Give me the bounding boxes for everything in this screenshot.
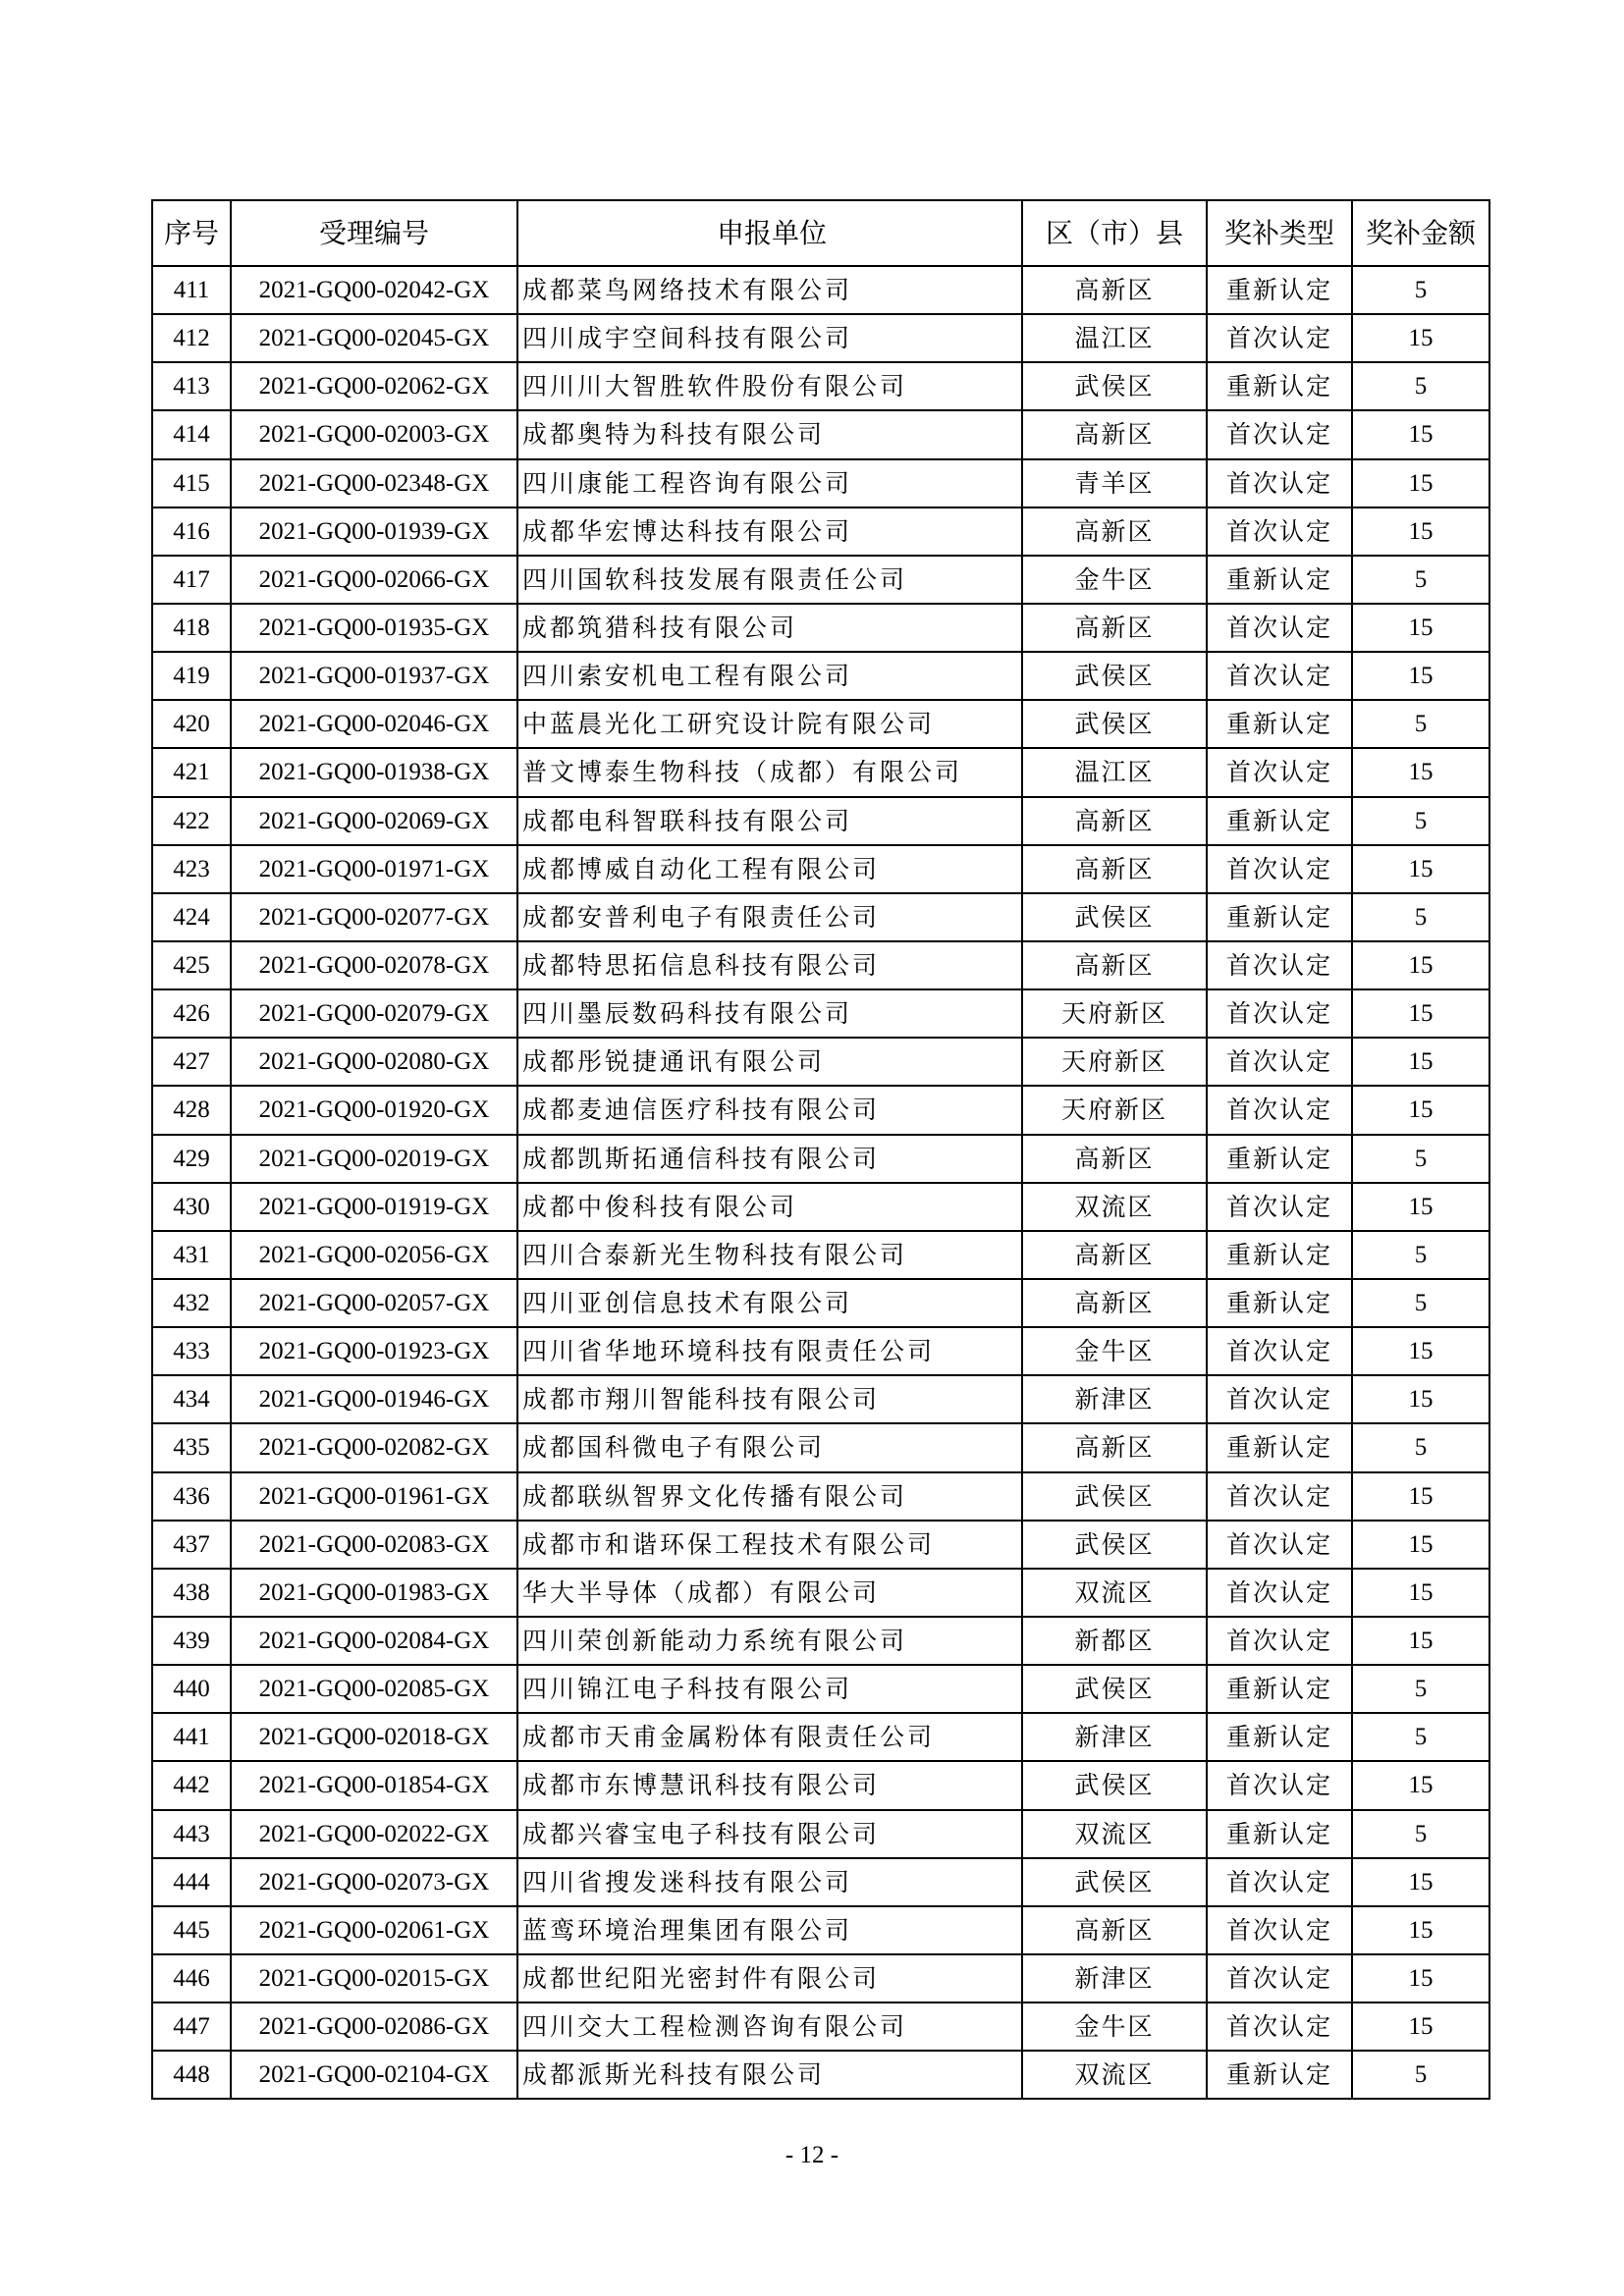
cell-serial: 422 bbox=[152, 797, 231, 845]
cell-district: 武侯区 bbox=[1022, 1761, 1207, 1809]
cell-serial: 443 bbox=[152, 1810, 231, 1858]
cell-unit: 四川墨辰数码科技有限公司 bbox=[517, 989, 1022, 1038]
cell-code: 2021-GQ00-02057-GX bbox=[231, 1279, 517, 1327]
cell-district: 高新区 bbox=[1022, 1135, 1207, 1183]
cell-type: 首次认定 bbox=[1207, 1086, 1352, 1134]
cell-serial: 415 bbox=[152, 459, 231, 507]
cell-unit: 成都市东博慧讯科技有限公司 bbox=[517, 1761, 1022, 1809]
cell-code: 2021-GQ00-01854-GX bbox=[231, 1761, 517, 1809]
cell-district: 新都区 bbox=[1022, 1617, 1207, 1665]
cell-unit: 成都凯斯拓通信科技有限公司 bbox=[517, 1135, 1022, 1183]
cell-unit: 四川合泰新光生物科技有限公司 bbox=[517, 1231, 1022, 1279]
cell-amount: 15 bbox=[1352, 989, 1489, 1038]
cell-type: 首次认定 bbox=[1207, 845, 1352, 893]
cell-serial: 447 bbox=[152, 2002, 231, 2051]
table-row bbox=[152, 1135, 1489, 1183]
award-table bbox=[151, 199, 1490, 2100]
cell-type: 首次认定 bbox=[1207, 1472, 1352, 1521]
cell-serial: 435 bbox=[152, 1423, 231, 1471]
table-row bbox=[152, 748, 1489, 796]
cell-amount: 15 bbox=[1352, 314, 1489, 362]
cell-amount: 15 bbox=[1352, 459, 1489, 507]
table-row bbox=[152, 314, 1489, 362]
cell-amount: 15 bbox=[1352, 748, 1489, 796]
cell-district: 新津区 bbox=[1022, 1713, 1207, 1761]
cell-code: 2021-GQ00-01920-GX bbox=[231, 1086, 517, 1134]
cell-unit: 四川亚创信息技术有限公司 bbox=[517, 1279, 1022, 1327]
table-row bbox=[152, 2051, 1489, 2099]
cell-amount: 5 bbox=[1352, 893, 1489, 941]
cell-amount: 15 bbox=[1352, 1954, 1489, 2002]
cell-amount: 15 bbox=[1352, 941, 1489, 989]
cell-serial: 419 bbox=[152, 652, 231, 700]
cell-type: 首次认定 bbox=[1207, 1183, 1352, 1231]
cell-type: 首次认定 bbox=[1207, 1521, 1352, 1569]
cell-district: 新津区 bbox=[1022, 1954, 1207, 2002]
cell-amount: 5 bbox=[1352, 700, 1489, 748]
cell-district: 双流区 bbox=[1022, 1183, 1207, 1231]
cell-unit: 四川国软科技发展有限责任公司 bbox=[517, 556, 1022, 604]
cell-amount: 15 bbox=[1352, 1183, 1489, 1231]
cell-type: 重新认定 bbox=[1207, 797, 1352, 845]
cell-amount: 5 bbox=[1352, 1423, 1489, 1471]
cell-type: 首次认定 bbox=[1207, 459, 1352, 507]
cell-serial: 436 bbox=[152, 1472, 231, 1521]
table-row bbox=[152, 507, 1489, 556]
cell-type: 重新认定 bbox=[1207, 1231, 1352, 1279]
cell-code: 2021-GQ00-02085-GX bbox=[231, 1665, 517, 1713]
table-row bbox=[152, 1423, 1489, 1471]
table-row bbox=[152, 1038, 1489, 1086]
cell-code: 2021-GQ00-02061-GX bbox=[231, 1906, 517, 1954]
cell-type: 首次认定 bbox=[1207, 989, 1352, 1038]
cell-amount: 15 bbox=[1352, 1086, 1489, 1134]
table-header-row bbox=[152, 200, 1489, 266]
cell-district: 武侯区 bbox=[1022, 893, 1207, 941]
table-row bbox=[152, 893, 1489, 941]
cell-district: 高新区 bbox=[1022, 845, 1207, 893]
cell-district: 天府新区 bbox=[1022, 1086, 1207, 1134]
cell-amount: 15 bbox=[1352, 2002, 1489, 2051]
cell-type: 首次认定 bbox=[1207, 1375, 1352, 1423]
cell-district: 金牛区 bbox=[1022, 556, 1207, 604]
cell-type: 首次认定 bbox=[1207, 748, 1352, 796]
cell-serial: 433 bbox=[152, 1327, 231, 1375]
cell-code: 2021-GQ00-02022-GX bbox=[231, 1810, 517, 1858]
cell-code: 2021-GQ00-02079-GX bbox=[231, 989, 517, 1038]
cell-district: 温江区 bbox=[1022, 314, 1207, 362]
table-row bbox=[152, 1327, 1489, 1375]
cell-serial: 441 bbox=[152, 1713, 231, 1761]
cell-type: 首次认定 bbox=[1207, 1617, 1352, 1665]
cell-district: 武侯区 bbox=[1022, 1472, 1207, 1521]
cell-district: 高新区 bbox=[1022, 410, 1207, 458]
cell-amount: 15 bbox=[1352, 1858, 1489, 1906]
cell-unit: 成都麦迪信医疗科技有限公司 bbox=[517, 1086, 1022, 1134]
cell-type: 重新认定 bbox=[1207, 1135, 1352, 1183]
cell-code: 2021-GQ00-01937-GX bbox=[231, 652, 517, 700]
cell-district: 双流区 bbox=[1022, 1569, 1207, 1617]
table-row bbox=[152, 1569, 1489, 1617]
cell-district: 高新区 bbox=[1022, 797, 1207, 845]
cell-code: 2021-GQ00-01961-GX bbox=[231, 1472, 517, 1521]
cell-serial: 442 bbox=[152, 1761, 231, 1809]
cell-unit: 四川交大工程检测咨询有限公司 bbox=[517, 2002, 1022, 2051]
cell-amount: 15 bbox=[1352, 652, 1489, 700]
cell-district: 高新区 bbox=[1022, 507, 1207, 556]
cell-district: 武侯区 bbox=[1022, 652, 1207, 700]
cell-unit: 成都市和谐环保工程技术有限公司 bbox=[517, 1521, 1022, 1569]
cell-amount: 5 bbox=[1352, 1135, 1489, 1183]
cell-amount: 5 bbox=[1352, 266, 1489, 314]
cell-type: 重新认定 bbox=[1207, 556, 1352, 604]
page-number: - 12 - bbox=[785, 2142, 839, 2168]
cell-serial: 414 bbox=[152, 410, 231, 458]
cell-unit: 四川荣创新能动力系统有限公司 bbox=[517, 1617, 1022, 1665]
cell-unit: 普文博泰生物科技（成都）有限公司 bbox=[517, 748, 1022, 796]
cell-serial: 413 bbox=[152, 362, 231, 410]
table-row bbox=[152, 845, 1489, 893]
cell-code: 2021-GQ00-01946-GX bbox=[231, 1375, 517, 1423]
cell-unit: 成都奥特为科技有限公司 bbox=[517, 410, 1022, 458]
cell-serial: 430 bbox=[152, 1183, 231, 1231]
cell-amount: 15 bbox=[1352, 845, 1489, 893]
cell-code: 2021-GQ00-02077-GX bbox=[231, 893, 517, 941]
cell-code: 2021-GQ00-01938-GX bbox=[231, 748, 517, 796]
cell-district: 高新区 bbox=[1022, 604, 1207, 652]
table-row bbox=[152, 1906, 1489, 1954]
cell-unit: 四川康能工程咨询有限公司 bbox=[517, 459, 1022, 507]
cell-unit: 蓝鸾环境治理集团有限公司 bbox=[517, 1906, 1022, 1954]
cell-code: 2021-GQ00-02066-GX bbox=[231, 556, 517, 604]
table-row bbox=[152, 700, 1489, 748]
cell-amount: 5 bbox=[1352, 1231, 1489, 1279]
cell-unit: 中蓝晨光化工研究设计院有限公司 bbox=[517, 700, 1022, 748]
cell-district: 武侯区 bbox=[1022, 1858, 1207, 1906]
cell-type: 重新认定 bbox=[1207, 1279, 1352, 1327]
header-code: 受理编号 bbox=[231, 200, 517, 266]
table-row bbox=[152, 652, 1489, 700]
cell-code: 2021-GQ00-02069-GX bbox=[231, 797, 517, 845]
cell-serial: 418 bbox=[152, 604, 231, 652]
cell-amount: 5 bbox=[1352, 362, 1489, 410]
cell-code: 2021-GQ00-02348-GX bbox=[231, 459, 517, 507]
cell-unit: 成都市天甫金属粉体有限责任公司 bbox=[517, 1713, 1022, 1761]
cell-unit: 四川省搜发迷科技有限公司 bbox=[517, 1858, 1022, 1906]
cell-amount: 15 bbox=[1352, 1327, 1489, 1375]
table-row bbox=[152, 2002, 1489, 2051]
cell-code: 2021-GQ00-01971-GX bbox=[231, 845, 517, 893]
cell-district: 武侯区 bbox=[1022, 1521, 1207, 1569]
cell-amount: 5 bbox=[1352, 1665, 1489, 1713]
cell-type: 重新认定 bbox=[1207, 893, 1352, 941]
cell-district: 天府新区 bbox=[1022, 989, 1207, 1038]
cell-unit: 成都菜鸟网络技术有限公司 bbox=[517, 266, 1022, 314]
table-row bbox=[152, 362, 1489, 410]
cell-serial: 439 bbox=[152, 1617, 231, 1665]
table-row bbox=[152, 1810, 1489, 1858]
cell-code: 2021-GQ00-02062-GX bbox=[231, 362, 517, 410]
cell-serial: 437 bbox=[152, 1521, 231, 1569]
table-row bbox=[152, 1665, 1489, 1713]
cell-code: 2021-GQ00-02019-GX bbox=[231, 1135, 517, 1183]
cell-code: 2021-GQ00-02046-GX bbox=[231, 700, 517, 748]
cell-amount: 15 bbox=[1352, 507, 1489, 556]
cell-amount: 5 bbox=[1352, 797, 1489, 845]
header-district: 区（市）县 bbox=[1022, 200, 1207, 266]
cell-amount: 15 bbox=[1352, 1761, 1489, 1809]
table-row bbox=[152, 1617, 1489, 1665]
cell-district: 武侯区 bbox=[1022, 1665, 1207, 1713]
cell-unit: 成都华宏博达科技有限公司 bbox=[517, 507, 1022, 556]
cell-amount: 5 bbox=[1352, 1713, 1489, 1761]
cell-type: 首次认定 bbox=[1207, 1038, 1352, 1086]
table-row bbox=[152, 459, 1489, 507]
cell-serial: 411 bbox=[152, 266, 231, 314]
cell-unit: 四川省华地环境科技有限责任公司 bbox=[517, 1327, 1022, 1375]
table-body bbox=[152, 266, 1489, 2099]
cell-serial: 428 bbox=[152, 1086, 231, 1134]
cell-code: 2021-GQ00-01935-GX bbox=[231, 604, 517, 652]
table-row bbox=[152, 604, 1489, 652]
cell-unit: 成都兴睿宝电子科技有限公司 bbox=[517, 1810, 1022, 1858]
cell-type: 重新认定 bbox=[1207, 700, 1352, 748]
cell-serial: 423 bbox=[152, 845, 231, 893]
cell-unit: 成都博威自动化工程有限公司 bbox=[517, 845, 1022, 893]
cell-serial: 420 bbox=[152, 700, 231, 748]
cell-unit: 四川成宇空间科技有限公司 bbox=[517, 314, 1022, 362]
cell-code: 2021-GQ00-01983-GX bbox=[231, 1569, 517, 1617]
cell-type: 重新认定 bbox=[1207, 362, 1352, 410]
cell-amount: 15 bbox=[1352, 1472, 1489, 1521]
table-row bbox=[152, 989, 1489, 1038]
cell-type: 首次认定 bbox=[1207, 1569, 1352, 1617]
cell-type: 首次认定 bbox=[1207, 1954, 1352, 2002]
cell-type: 首次认定 bbox=[1207, 1858, 1352, 1906]
cell-code: 2021-GQ00-01919-GX bbox=[231, 1183, 517, 1231]
cell-unit: 成都彤锐捷通讯有限公司 bbox=[517, 1038, 1022, 1086]
cell-district: 高新区 bbox=[1022, 266, 1207, 314]
header-unit: 申报单位 bbox=[517, 200, 1022, 266]
cell-district: 天府新区 bbox=[1022, 1038, 1207, 1086]
cell-serial: 425 bbox=[152, 941, 231, 989]
cell-type: 重新认定 bbox=[1207, 1810, 1352, 1858]
cell-type: 首次认定 bbox=[1207, 652, 1352, 700]
table-row bbox=[152, 1086, 1489, 1134]
header-serial: 序号 bbox=[152, 200, 231, 266]
cell-serial: 434 bbox=[152, 1375, 231, 1423]
cell-serial: 444 bbox=[152, 1858, 231, 1906]
cell-district: 青羊区 bbox=[1022, 459, 1207, 507]
table-row bbox=[152, 266, 1489, 314]
cell-district: 双流区 bbox=[1022, 2051, 1207, 2099]
cell-district: 武侯区 bbox=[1022, 362, 1207, 410]
table-row bbox=[152, 1713, 1489, 1761]
cell-code: 2021-GQ00-02056-GX bbox=[231, 1231, 517, 1279]
cell-serial: 424 bbox=[152, 893, 231, 941]
cell-serial: 431 bbox=[152, 1231, 231, 1279]
cell-district: 金牛区 bbox=[1022, 1327, 1207, 1375]
cell-serial: 446 bbox=[152, 1954, 231, 2002]
cell-type: 重新认定 bbox=[1207, 266, 1352, 314]
cell-unit: 成都世纪阳光密封件有限公司 bbox=[517, 1954, 1022, 2002]
table-row bbox=[152, 1858, 1489, 1906]
cell-unit: 成都筑猎科技有限公司 bbox=[517, 604, 1022, 652]
cell-code: 2021-GQ00-02003-GX bbox=[231, 410, 517, 458]
cell-code: 2021-GQ00-02015-GX bbox=[231, 1954, 517, 2002]
cell-code: 2021-GQ00-02045-GX bbox=[231, 314, 517, 362]
cell-amount: 15 bbox=[1352, 604, 1489, 652]
cell-code: 2021-GQ00-02084-GX bbox=[231, 1617, 517, 1665]
cell-type: 重新认定 bbox=[1207, 2051, 1352, 2099]
cell-type: 重新认定 bbox=[1207, 1713, 1352, 1761]
cell-amount: 15 bbox=[1352, 1617, 1489, 1665]
table-row bbox=[152, 1375, 1489, 1423]
cell-district: 高新区 bbox=[1022, 1423, 1207, 1471]
cell-district: 高新区 bbox=[1022, 941, 1207, 989]
header-type: 奖补类型 bbox=[1207, 200, 1352, 266]
table-row bbox=[152, 556, 1489, 604]
cell-code: 2021-GQ00-02083-GX bbox=[231, 1521, 517, 1569]
cell-code: 2021-GQ00-02086-GX bbox=[231, 2002, 517, 2051]
cell-code: 2021-GQ00-02018-GX bbox=[231, 1713, 517, 1761]
cell-type: 首次认定 bbox=[1207, 1327, 1352, 1375]
cell-unit: 四川川大智胜软件股份有限公司 bbox=[517, 362, 1022, 410]
cell-amount: 15 bbox=[1352, 1038, 1489, 1086]
cell-code: 2021-GQ00-02082-GX bbox=[231, 1423, 517, 1471]
cell-type: 首次认定 bbox=[1207, 1761, 1352, 1809]
cell-serial: 445 bbox=[152, 1906, 231, 1954]
cell-amount: 5 bbox=[1352, 556, 1489, 604]
cell-district: 金牛区 bbox=[1022, 2002, 1207, 2051]
cell-type: 首次认定 bbox=[1207, 410, 1352, 458]
cell-code: 2021-GQ00-02104-GX bbox=[231, 2051, 517, 2099]
cell-unit: 成都安普利电子有限责任公司 bbox=[517, 893, 1022, 941]
cell-unit: 成都电科智联科技有限公司 bbox=[517, 797, 1022, 845]
cell-code: 2021-GQ00-02042-GX bbox=[231, 266, 517, 314]
cell-code: 2021-GQ00-02078-GX bbox=[231, 941, 517, 989]
cell-amount: 5 bbox=[1352, 1279, 1489, 1327]
cell-unit: 成都国科微电子有限公司 bbox=[517, 1423, 1022, 1471]
cell-district: 温江区 bbox=[1022, 748, 1207, 796]
cell-unit: 成都联纵智界文化传播有限公司 bbox=[517, 1472, 1022, 1521]
cell-unit: 成都市翔川智能科技有限公司 bbox=[517, 1375, 1022, 1423]
table-row bbox=[152, 1183, 1489, 1231]
cell-unit: 四川索安机电工程有限公司 bbox=[517, 652, 1022, 700]
cell-type: 首次认定 bbox=[1207, 2002, 1352, 2051]
cell-amount: 15 bbox=[1352, 1521, 1489, 1569]
cell-type: 重新认定 bbox=[1207, 1423, 1352, 1471]
cell-unit: 四川锦江电子科技有限公司 bbox=[517, 1665, 1022, 1713]
cell-type: 首次认定 bbox=[1207, 314, 1352, 362]
cell-amount: 15 bbox=[1352, 410, 1489, 458]
cell-code: 2021-GQ00-02080-GX bbox=[231, 1038, 517, 1086]
table-row bbox=[152, 1231, 1489, 1279]
table-row bbox=[152, 941, 1489, 989]
cell-district: 双流区 bbox=[1022, 1810, 1207, 1858]
cell-type: 重新认定 bbox=[1207, 1665, 1352, 1713]
cell-district: 高新区 bbox=[1022, 1906, 1207, 1954]
cell-serial: 412 bbox=[152, 314, 231, 362]
cell-type: 首次认定 bbox=[1207, 1906, 1352, 1954]
table-row bbox=[152, 410, 1489, 458]
cell-serial: 416 bbox=[152, 507, 231, 556]
cell-serial: 429 bbox=[152, 1135, 231, 1183]
table-row bbox=[152, 1472, 1489, 1521]
cell-unit: 成都中俊科技有限公司 bbox=[517, 1183, 1022, 1231]
table-row bbox=[152, 1954, 1489, 2002]
cell-type: 首次认定 bbox=[1207, 604, 1352, 652]
cell-amount: 15 bbox=[1352, 1906, 1489, 1954]
cell-unit: 成都特思拓信息科技有限公司 bbox=[517, 941, 1022, 989]
table-row bbox=[152, 1761, 1489, 1809]
cell-serial: 440 bbox=[152, 1665, 231, 1713]
cell-serial: 421 bbox=[152, 748, 231, 796]
cell-district: 新津区 bbox=[1022, 1375, 1207, 1423]
cell-type: 首次认定 bbox=[1207, 941, 1352, 989]
cell-district: 高新区 bbox=[1022, 1279, 1207, 1327]
cell-serial: 427 bbox=[152, 1038, 231, 1086]
cell-serial: 426 bbox=[152, 989, 231, 1038]
cell-code: 2021-GQ00-01923-GX bbox=[231, 1327, 517, 1375]
cell-serial: 438 bbox=[152, 1569, 231, 1617]
cell-type: 首次认定 bbox=[1207, 507, 1352, 556]
cell-amount: 15 bbox=[1352, 1375, 1489, 1423]
header-amount: 奖补金额 bbox=[1352, 200, 1489, 266]
cell-code: 2021-GQ00-02073-GX bbox=[231, 1858, 517, 1906]
cell-serial: 432 bbox=[152, 1279, 231, 1327]
table-row bbox=[152, 1279, 1489, 1327]
table-row bbox=[152, 797, 1489, 845]
cell-district: 武侯区 bbox=[1022, 700, 1207, 748]
cell-amount: 15 bbox=[1352, 1569, 1489, 1617]
cell-unit: 华大半导体（成都）有限公司 bbox=[517, 1569, 1022, 1617]
cell-code: 2021-GQ00-01939-GX bbox=[231, 507, 517, 556]
cell-amount: 5 bbox=[1352, 2051, 1489, 2099]
cell-serial: 417 bbox=[152, 556, 231, 604]
cell-unit: 成都派斯光科技有限公司 bbox=[517, 2051, 1022, 2099]
cell-serial: 448 bbox=[152, 2051, 231, 2099]
cell-amount: 5 bbox=[1352, 1810, 1489, 1858]
cell-district: 高新区 bbox=[1022, 1231, 1207, 1279]
table-row bbox=[152, 1521, 1489, 1569]
